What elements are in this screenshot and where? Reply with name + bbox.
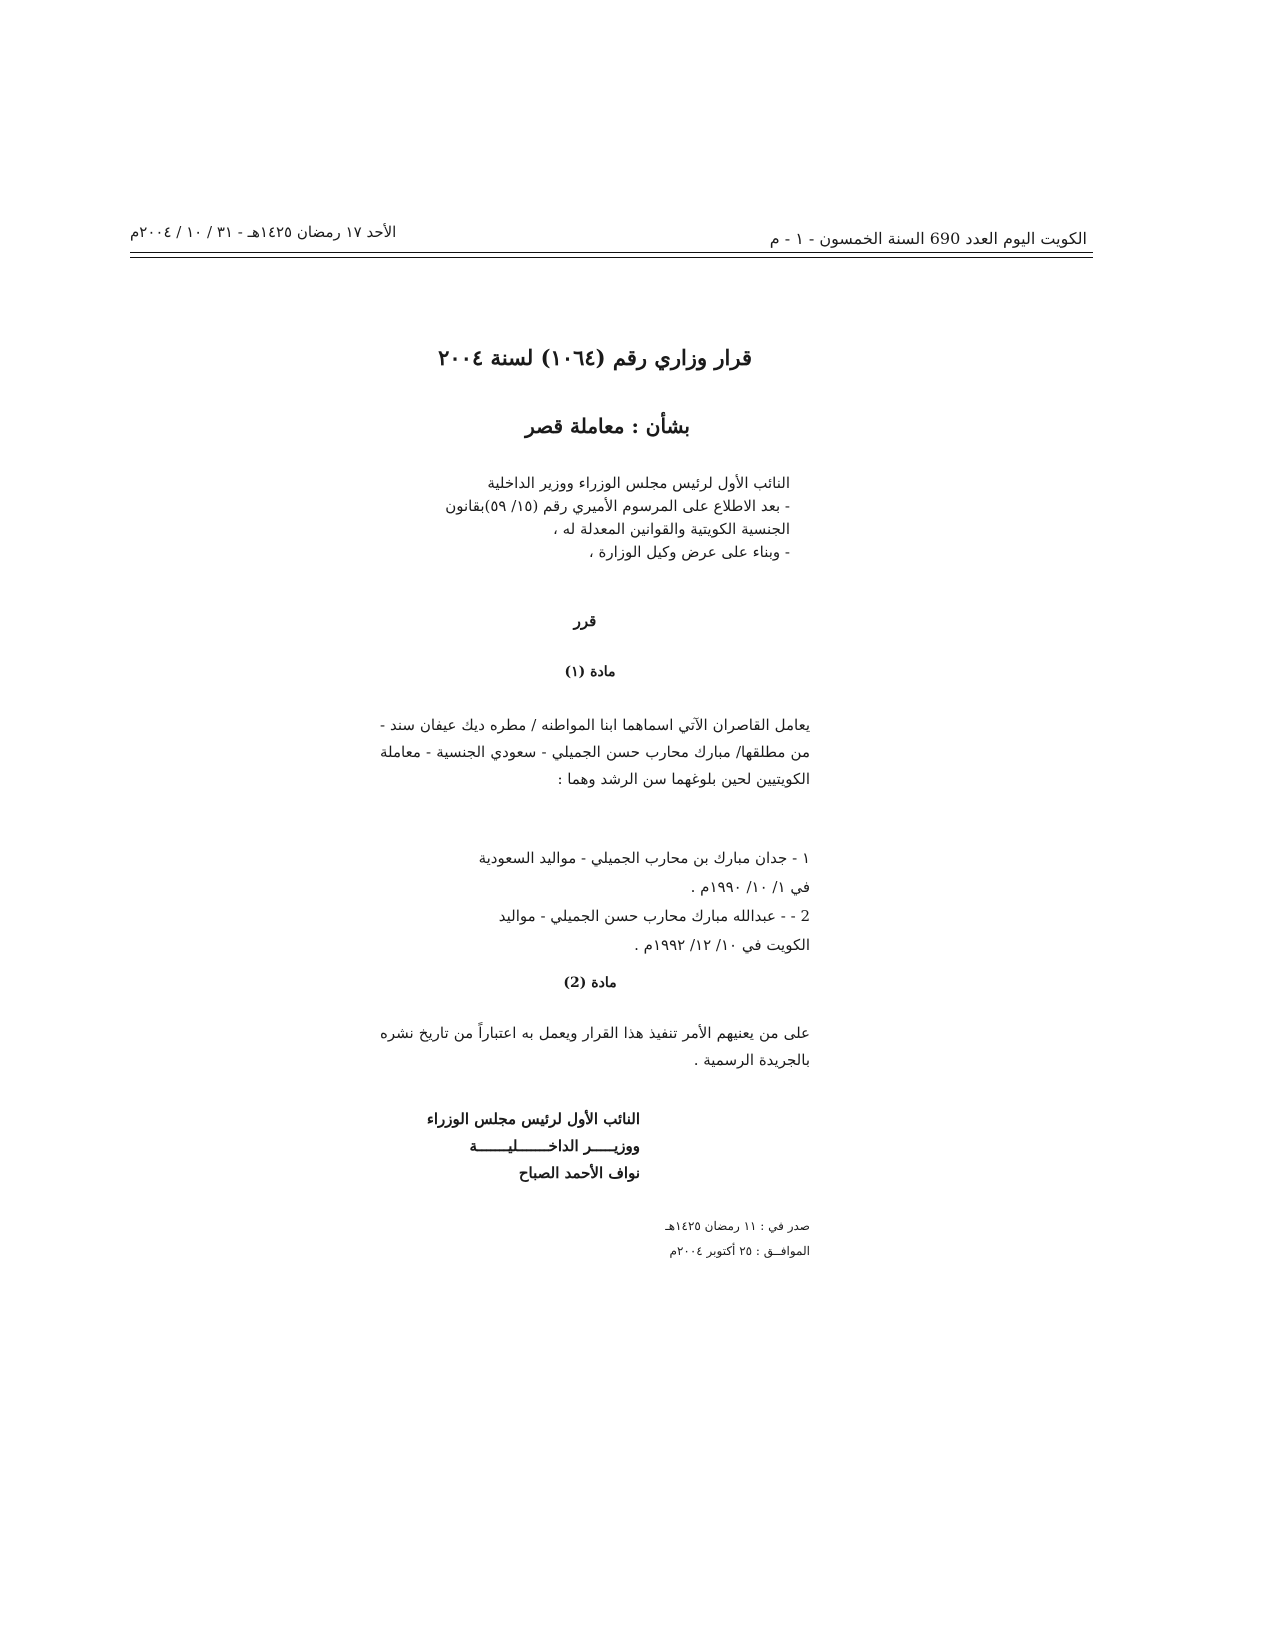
decree-subject: بشأن : معاملة قصر [525, 414, 690, 438]
decree-title: قرار وزاري رقم (١٠٦٤) لسنة ٢٠٠٤ [438, 345, 752, 370]
article-2-text: على من يعنيهم الأمر تنفيذ هذا القرار ويعمل به اعتباراً من تاريخ نشره بالجريدة الرسمية . [380, 1024, 810, 1069]
preamble-line: - وبناء على عرض وكيل الوزارة ، [588, 543, 790, 561]
preamble-line: الجنسية الكويتية والقوانين المعدلة له ، [553, 520, 790, 538]
signature-line: ووزيـــــر الداخـــــــليـــــــة [469, 1137, 640, 1155]
preamble-line: النائب الأول لرئيس مجلس الوزراء ووزير الداخلية [487, 474, 790, 492]
gregorian-date: الموافــق : ٢٥ أكتوبر ٢٠٠٤م [669, 1244, 810, 1258]
list-item: في ١/ ١٠/ ١٩٩٠م . [690, 878, 810, 896]
header-rule [130, 252, 1093, 253]
issue-date-block [560, 1214, 810, 1264]
article-1-text: يعامل القاصران الآتي اسماهما ابنا المواطنه / مطره ديك عيفان سند - من مطلقها/ مبارك محارب حسن الجميلي - سعودي الجنسية - معاملة الكويتيين لحين بلوغهما سن الرشد وهما : [380, 716, 810, 788]
signature-line: نواف الأحمد الصباح [518, 1164, 640, 1182]
preamble-line: - بعد الاطلاع على المرسوم الأميري رقم (١٥/ ٥٩)بقانون [445, 497, 790, 515]
list-item: الكويت في ١٠/ ١٢/ ١٩٩٢م . [634, 936, 810, 954]
preamble [370, 472, 790, 564]
article-1-items [380, 844, 810, 960]
article-1-heading: مادة (١) [564, 664, 616, 680]
signature-block [380, 1106, 640, 1187]
list-item: 2 - - عبدالله مبارك محارب حسن الجميلي - مواليد [498, 907, 810, 925]
list-item: ١ - جدان مبارك بن محارب الجميلي - مواليد السعودية [478, 849, 810, 867]
article-2-heading: مادة (2) [563, 975, 617, 991]
decided-heading: قرر [573, 612, 597, 630]
header-date: الأحد ١٧ رمضان ١٤٢٥هـ - ٣١ / ١٠ / ٢٠٠٤م [130, 223, 397, 241]
header-rule-secondary [130, 257, 1093, 258]
gazette-header: الكويت اليوم العدد 690 السنة الخمسون - ١ - م [769, 229, 1087, 248]
signature-line: النائب الأول لرئيس مجلس الوزراء [426, 1110, 640, 1128]
issue-date: صدر في : ١١ رمضان ١٤٢٥هـ [665, 1219, 810, 1233]
